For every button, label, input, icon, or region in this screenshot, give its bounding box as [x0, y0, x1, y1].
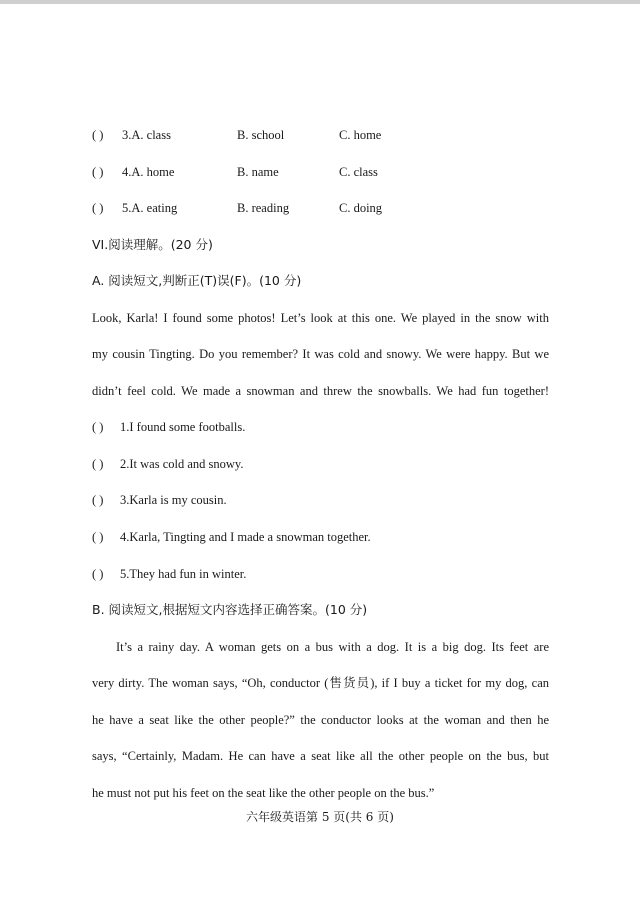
- statement-text: 3.Karla is my cousin.: [120, 493, 227, 507]
- answer-blank[interactable]: ( ): [92, 457, 104, 471]
- statement-5: [92, 564, 246, 584]
- answer-blank[interactable]: ( ): [92, 128, 104, 142]
- option-a: 3.A. class: [122, 128, 171, 142]
- part-b-passage-line-5: he must not put his feet on the seat like the other people on the bus.”: [92, 786, 435, 800]
- option-b: B. reading: [237, 201, 290, 215]
- answer-blank[interactable]: ( ): [92, 420, 104, 434]
- statement-text: 2.It was cold and snowy.: [120, 457, 244, 471]
- page-footer: 六年级英语第 5 页(共 6 页): [246, 810, 394, 824]
- part-a-title: A. 阅读短文,判断正(T)误(F)。(10 分): [92, 273, 302, 288]
- statement-text: 1.I found some footballs.: [120, 420, 246, 434]
- option-b: B. name: [237, 165, 279, 179]
- answer-blank[interactable]: ( ): [92, 567, 104, 581]
- part-b-passage-line-3: he have a seat like the other people?” the conductor looks at the woman and then he: [92, 713, 549, 727]
- mc-question-3: [92, 125, 422, 145]
- part-a-passage-line-1: Look, Karla! I found some photos! Let’s look at this one. We played in the snow with: [92, 311, 549, 325]
- part-a-passage-line-2: my cousin Tingting. Do you remember? It was cold and snowy. We were happy. But we: [92, 347, 549, 361]
- answer-blank[interactable]: ( ): [92, 201, 104, 215]
- section-vi-title: VI.阅读理解。(20 分): [92, 237, 213, 252]
- part-b-passage-line-2: very dirty. The woman says, “Oh, conductor (售货员), if I buy a ticket for my dog, can: [92, 676, 549, 690]
- option-c: C. home: [339, 128, 382, 142]
- statement-1: [92, 417, 245, 437]
- option-a: 4.A. home: [122, 165, 175, 179]
- part-a-passage-line-3: didn’t feel cold. We made a snowman and threw the snowballs. We had fun together!: [92, 384, 549, 398]
- answer-blank[interactable]: ( ): [92, 165, 104, 179]
- part-b-passage-line-4: says, “Certainly, Madam. He can have a seat like all the other people on the bus, but: [92, 749, 549, 763]
- option-b: B. school: [237, 128, 285, 142]
- option-c: C. class: [339, 165, 378, 179]
- statement-2: [92, 454, 243, 474]
- option-a: 5.A. eating: [122, 201, 178, 215]
- statement-text: 5.They had fun in winter.: [120, 567, 247, 581]
- statement-text: 4.Karla, Tingting and I made a snowman together.: [120, 530, 371, 544]
- statement-4: [92, 527, 371, 547]
- part-b-passage-line-1: It’s a rainy day. A woman gets on a bus with a dog. It is a big dog. Its feet are: [116, 640, 549, 654]
- mc-question-4: [92, 162, 422, 182]
- option-c: C. doing: [339, 201, 383, 215]
- statement-3: [92, 490, 227, 510]
- mc-question-5: [92, 198, 422, 218]
- part-b-title: B. 阅读短文,根据短文内容选择正确答案。(10 分): [92, 602, 368, 617]
- answer-blank[interactable]: ( ): [92, 530, 104, 544]
- answer-blank[interactable]: ( ): [92, 493, 104, 507]
